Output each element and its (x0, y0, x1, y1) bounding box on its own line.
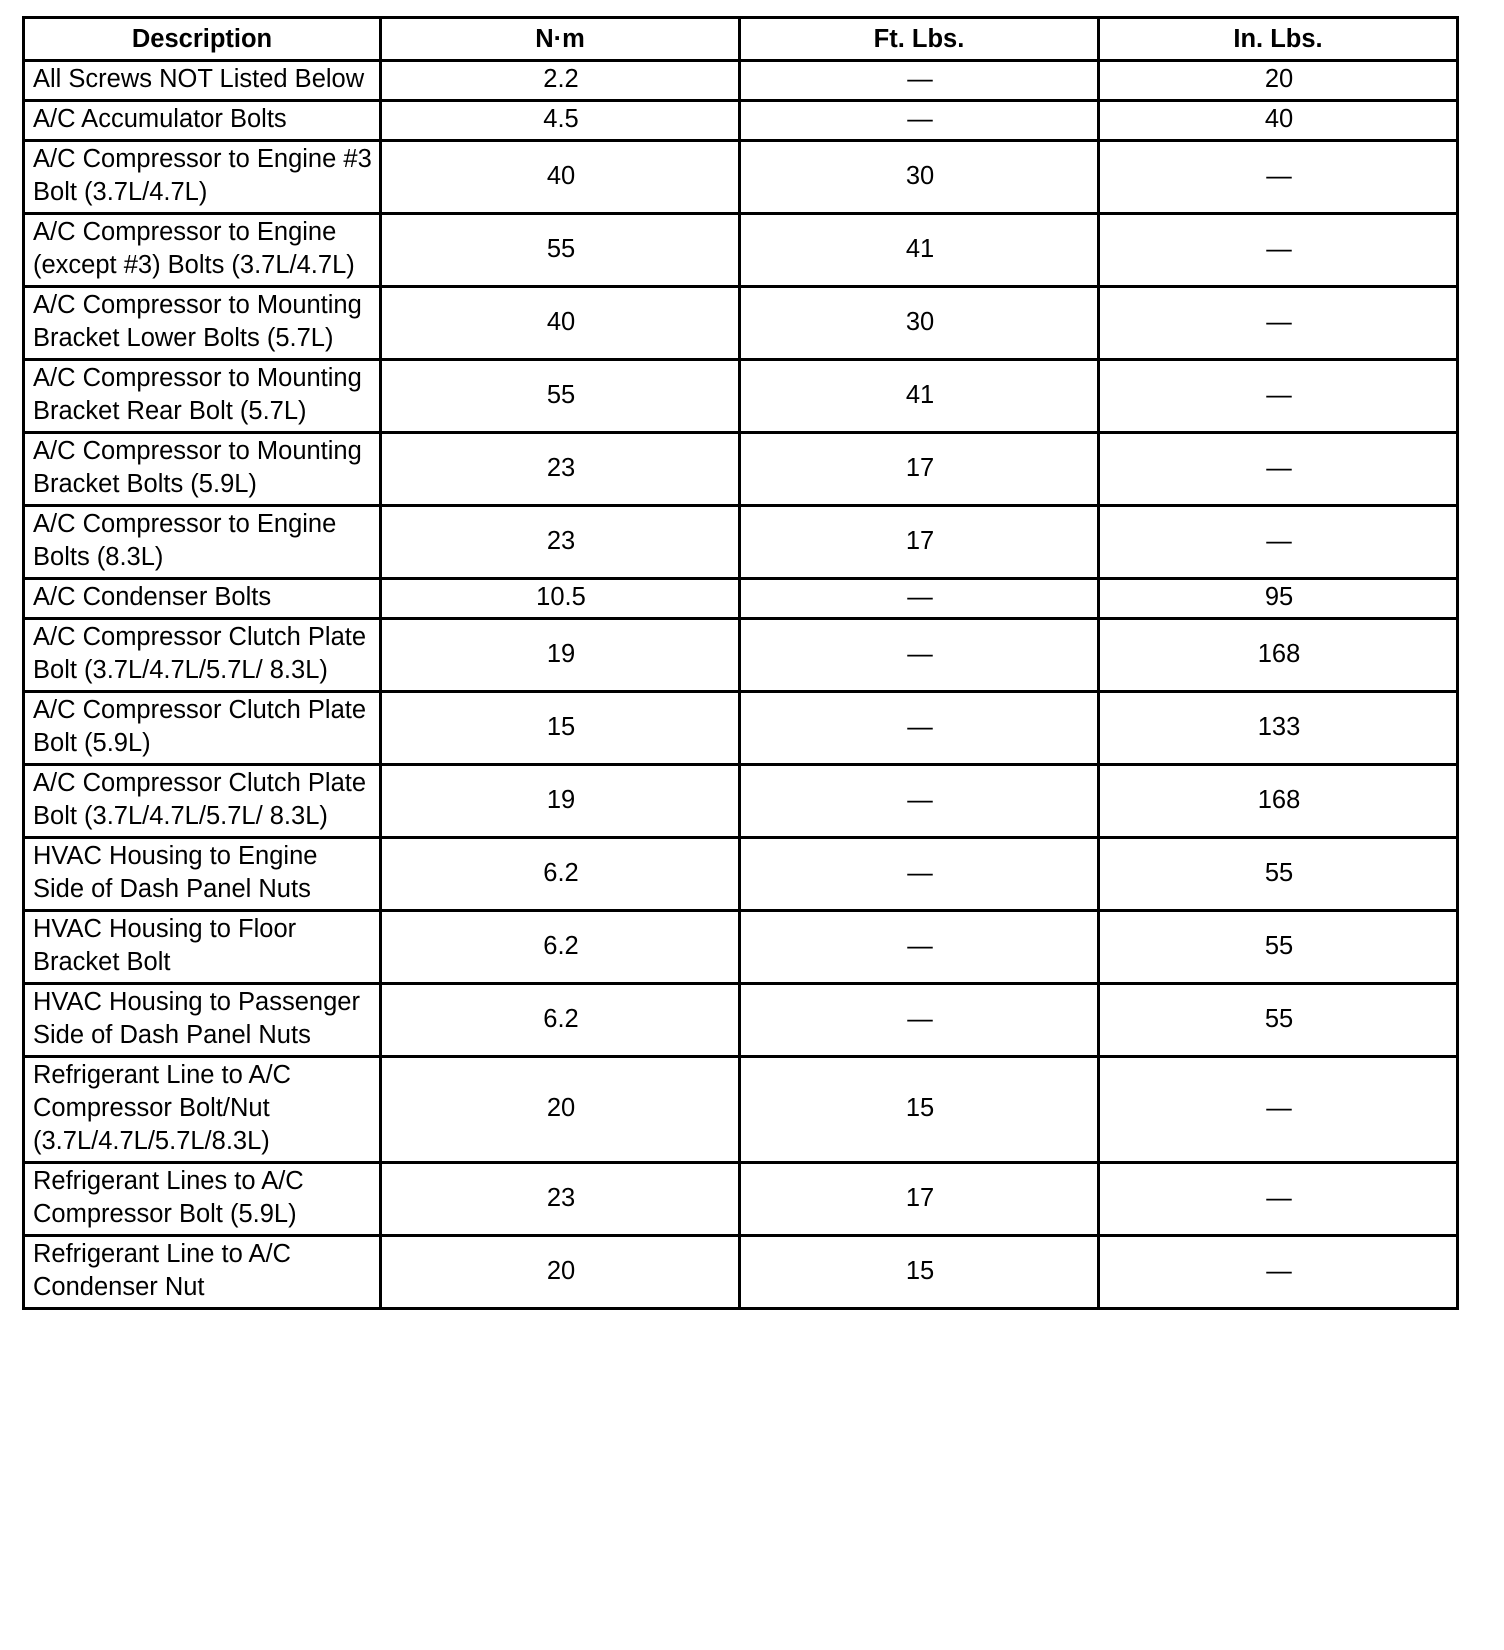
cell-description: Refrigerant Line to A/C Compressor Bolt/Nut (3.7L/4.7L/5.7L/8.3L) (24, 1057, 381, 1163)
cell-in-lbs: — (1099, 360, 1458, 433)
cell-in-lbs: 133 (1099, 692, 1458, 765)
cell-ft-lbs: — (740, 692, 1099, 765)
cell-description: A/C Compressor to Mounting Bracket Lower Bolts (5.7L) (24, 287, 381, 360)
table-row (24, 1163, 1458, 1236)
header-nm: N·m (381, 18, 740, 61)
cell-nm: 6.2 (381, 911, 740, 984)
cell-description: A/C Compressor to Engine (except #3) Bolts (3.7L/4.7L) (24, 214, 381, 287)
cell-in-lbs: — (1099, 141, 1458, 214)
cell-in-lbs: 55 (1099, 984, 1458, 1057)
cell-ft-lbs: 30 (740, 141, 1099, 214)
cell-description: A/C Compressor Clutch Plate Bolt (3.7L/4.7L/5.7L/ 8.3L) (24, 765, 381, 838)
cell-nm: 4.5 (381, 101, 740, 141)
cell-ft-lbs: — (740, 101, 1099, 141)
cell-nm: 20 (381, 1236, 740, 1309)
table-row (24, 838, 1458, 911)
header-ft-lbs: Ft. Lbs. (740, 18, 1099, 61)
table-row (24, 1236, 1458, 1309)
cell-description: A/C Accumulator Bolts (24, 101, 381, 141)
header-in-lbs: In. Lbs. (1099, 18, 1458, 61)
cell-nm: 23 (381, 506, 740, 579)
cell-in-lbs: 40 (1099, 101, 1458, 141)
cell-in-lbs: — (1099, 506, 1458, 579)
cell-in-lbs: — (1099, 214, 1458, 287)
cell-nm: 55 (381, 360, 740, 433)
cell-ft-lbs: 17 (740, 506, 1099, 579)
cell-in-lbs: — (1099, 287, 1458, 360)
cell-in-lbs: 168 (1099, 765, 1458, 838)
cell-ft-lbs: — (740, 579, 1099, 619)
cell-description: A/C Compressor to Mounting Bracket Rear Bolt (5.7L) (24, 360, 381, 433)
cell-description: HVAC Housing to Engine Side of Dash Panel Nuts (24, 838, 381, 911)
cell-in-lbs: — (1099, 1057, 1458, 1163)
cell-in-lbs: — (1099, 1163, 1458, 1236)
table-row (24, 506, 1458, 579)
cell-in-lbs: 95 (1099, 579, 1458, 619)
cell-nm: 23 (381, 433, 740, 506)
cell-ft-lbs: — (740, 765, 1099, 838)
cell-nm: 15 (381, 692, 740, 765)
cell-in-lbs: — (1099, 433, 1458, 506)
cell-ft-lbs: — (740, 61, 1099, 101)
cell-description: A/C Compressor to Mounting Bracket Bolts (5.9L) (24, 433, 381, 506)
cell-description: HVAC Housing to Passenger Side of Dash Panel Nuts (24, 984, 381, 1057)
cell-nm: 40 (381, 141, 740, 214)
cell-ft-lbs: 15 (740, 1057, 1099, 1163)
table-row (24, 214, 1458, 287)
table-row (24, 911, 1458, 984)
table-row (24, 360, 1458, 433)
cell-description: A/C Compressor to Engine #3 Bolt (3.7L/4.7L) (24, 141, 381, 214)
table-row (24, 141, 1458, 214)
cell-description: A/C Compressor Clutch Plate Bolt (3.7L/4.7L/5.7L/ 8.3L) (24, 619, 381, 692)
cell-ft-lbs: 41 (740, 214, 1099, 287)
table-row (24, 765, 1458, 838)
cell-in-lbs: 55 (1099, 911, 1458, 984)
cell-description: HVAC Housing to Floor Bracket Bolt (24, 911, 381, 984)
cell-nm: 10.5 (381, 579, 740, 619)
cell-nm: 6.2 (381, 838, 740, 911)
cell-ft-lbs: 17 (740, 433, 1099, 506)
table-row (24, 984, 1458, 1057)
table-row (24, 101, 1458, 141)
table-header-row (24, 18, 1458, 61)
cell-nm: 19 (381, 619, 740, 692)
cell-ft-lbs: 17 (740, 1163, 1099, 1236)
table-row (24, 433, 1458, 506)
cell-nm: 2.2 (381, 61, 740, 101)
cell-nm: 55 (381, 214, 740, 287)
cell-ft-lbs: — (740, 619, 1099, 692)
table-row (24, 1057, 1458, 1163)
cell-description: Refrigerant Line to A/C Condenser Nut (24, 1236, 381, 1309)
cell-ft-lbs: — (740, 984, 1099, 1057)
cell-ft-lbs: 41 (740, 360, 1099, 433)
cell-ft-lbs: — (740, 838, 1099, 911)
cell-description: A/C Compressor to Engine Bolts (8.3L) (24, 506, 381, 579)
table-row (24, 287, 1458, 360)
cell-nm: 20 (381, 1057, 740, 1163)
table-row (24, 579, 1458, 619)
cell-description: A/C Compressor Clutch Plate Bolt (5.9L) (24, 692, 381, 765)
cell-in-lbs: 168 (1099, 619, 1458, 692)
table-row (24, 61, 1458, 101)
cell-ft-lbs: — (740, 911, 1099, 984)
cell-nm: 40 (381, 287, 740, 360)
cell-nm: 23 (381, 1163, 740, 1236)
torque-spec-table (22, 16, 1459, 1310)
cell-description: Refrigerant Lines to A/C Compressor Bolt (5.9L) (24, 1163, 381, 1236)
cell-in-lbs: — (1099, 1236, 1458, 1309)
cell-ft-lbs: 15 (740, 1236, 1099, 1309)
table-row (24, 692, 1458, 765)
cell-nm: 19 (381, 765, 740, 838)
table-row (24, 619, 1458, 692)
cell-nm: 6.2 (381, 984, 740, 1057)
cell-description: All Screws NOT Listed Below (24, 61, 381, 101)
cell-ft-lbs: 30 (740, 287, 1099, 360)
cell-in-lbs: 20 (1099, 61, 1458, 101)
cell-description: A/C Condenser Bolts (24, 579, 381, 619)
cell-in-lbs: 55 (1099, 838, 1458, 911)
header-description: Description (24, 18, 381, 61)
